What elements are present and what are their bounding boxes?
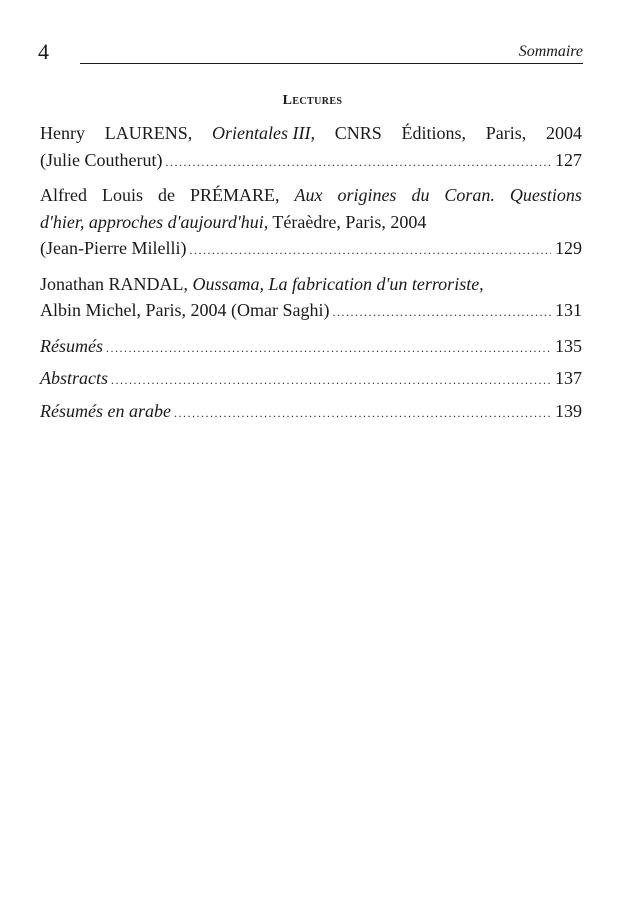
book-title: Oussama, La fabrication d'un terroriste,: [192, 273, 484, 294]
dot-leader: [106, 342, 551, 354]
page-ref: 127: [555, 149, 582, 170]
page-header: [38, 40, 583, 64]
entry-line: [40, 120, 582, 147]
reviewer-name: (Julie Coutherut): [40, 149, 163, 170]
entry-reviewer-line[interactable]: [40, 297, 582, 324]
book-title-word: origines: [337, 185, 397, 205]
author-name: Jonathan RANDAL,: [40, 273, 193, 294]
page-ref: 129: [555, 238, 582, 258]
book-title: Orientales III,: [211, 123, 315, 143]
entry-line: [40, 271, 582, 298]
section-title: Lectures: [282, 93, 343, 108]
entry-line: [40, 209, 582, 236]
author-word: PRÉMARE,: [189, 185, 280, 205]
publisher-info: , Téraèdre, Paris, 2004: [263, 211, 427, 232]
book-title-continued: d'hier, approches d'aujourd'hui: [40, 211, 264, 232]
toc-entries: [40, 120, 582, 430]
publisher-and-reviewer: Albin Michel, Paris, 2004 (Omar Saghi): [40, 300, 330, 320]
dot-leader: [189, 244, 551, 256]
publication-place: Paris,: [485, 123, 527, 143]
header-rule: [80, 63, 583, 64]
section-label: Abstracts: [40, 368, 109, 388]
publication-year: 2004: [545, 123, 582, 143]
dot-leader: [165, 156, 551, 168]
section-label: Résumés: [40, 335, 103, 356]
author-word: Alfred: [40, 185, 87, 205]
entry-reviewer-line[interactable]: [40, 235, 582, 262]
author-last-name: LAURENS,: [104, 123, 193, 143]
dot-leader: [332, 306, 551, 318]
toc-entry-laurens: [40, 120, 582, 173]
reviewer-name: (Jean-Pierre Milelli): [40, 238, 187, 258]
page-ref: 135: [555, 335, 582, 356]
toc-entry-randal: [40, 271, 582, 324]
page-ref: 137: [555, 368, 582, 388]
book-title-word: Aux: [294, 185, 323, 205]
entry-reviewer-line[interactable]: [40, 147, 582, 174]
publisher-word: Éditions,: [401, 123, 466, 143]
page-number: 4: [38, 39, 49, 64]
page-ref: 131: [555, 300, 582, 320]
entry-line: [40, 182, 582, 209]
book-title-word: du: [411, 185, 430, 205]
dot-leader: [174, 407, 551, 419]
running-title: Sommaire: [518, 43, 583, 60]
publisher-word: CNRS: [334, 123, 382, 143]
toc-entry-abstracts[interactable]: [40, 365, 582, 392]
author-word: de: [157, 185, 175, 205]
page-ref: 139: [555, 400, 582, 421]
dot-leader: [111, 374, 551, 386]
section-label: Résumés en arabe: [40, 400, 171, 421]
book-title-word: Questions: [509, 185, 582, 205]
toc-entry-resumes[interactable]: [40, 333, 582, 360]
toc-entry-premare: [40, 182, 582, 262]
book-title-word: Coran.: [444, 185, 495, 205]
author-word: Louis: [101, 185, 143, 205]
author-first-name: Henry: [40, 123, 85, 143]
toc-entry-resumes-arabe[interactable]: [40, 398, 582, 425]
